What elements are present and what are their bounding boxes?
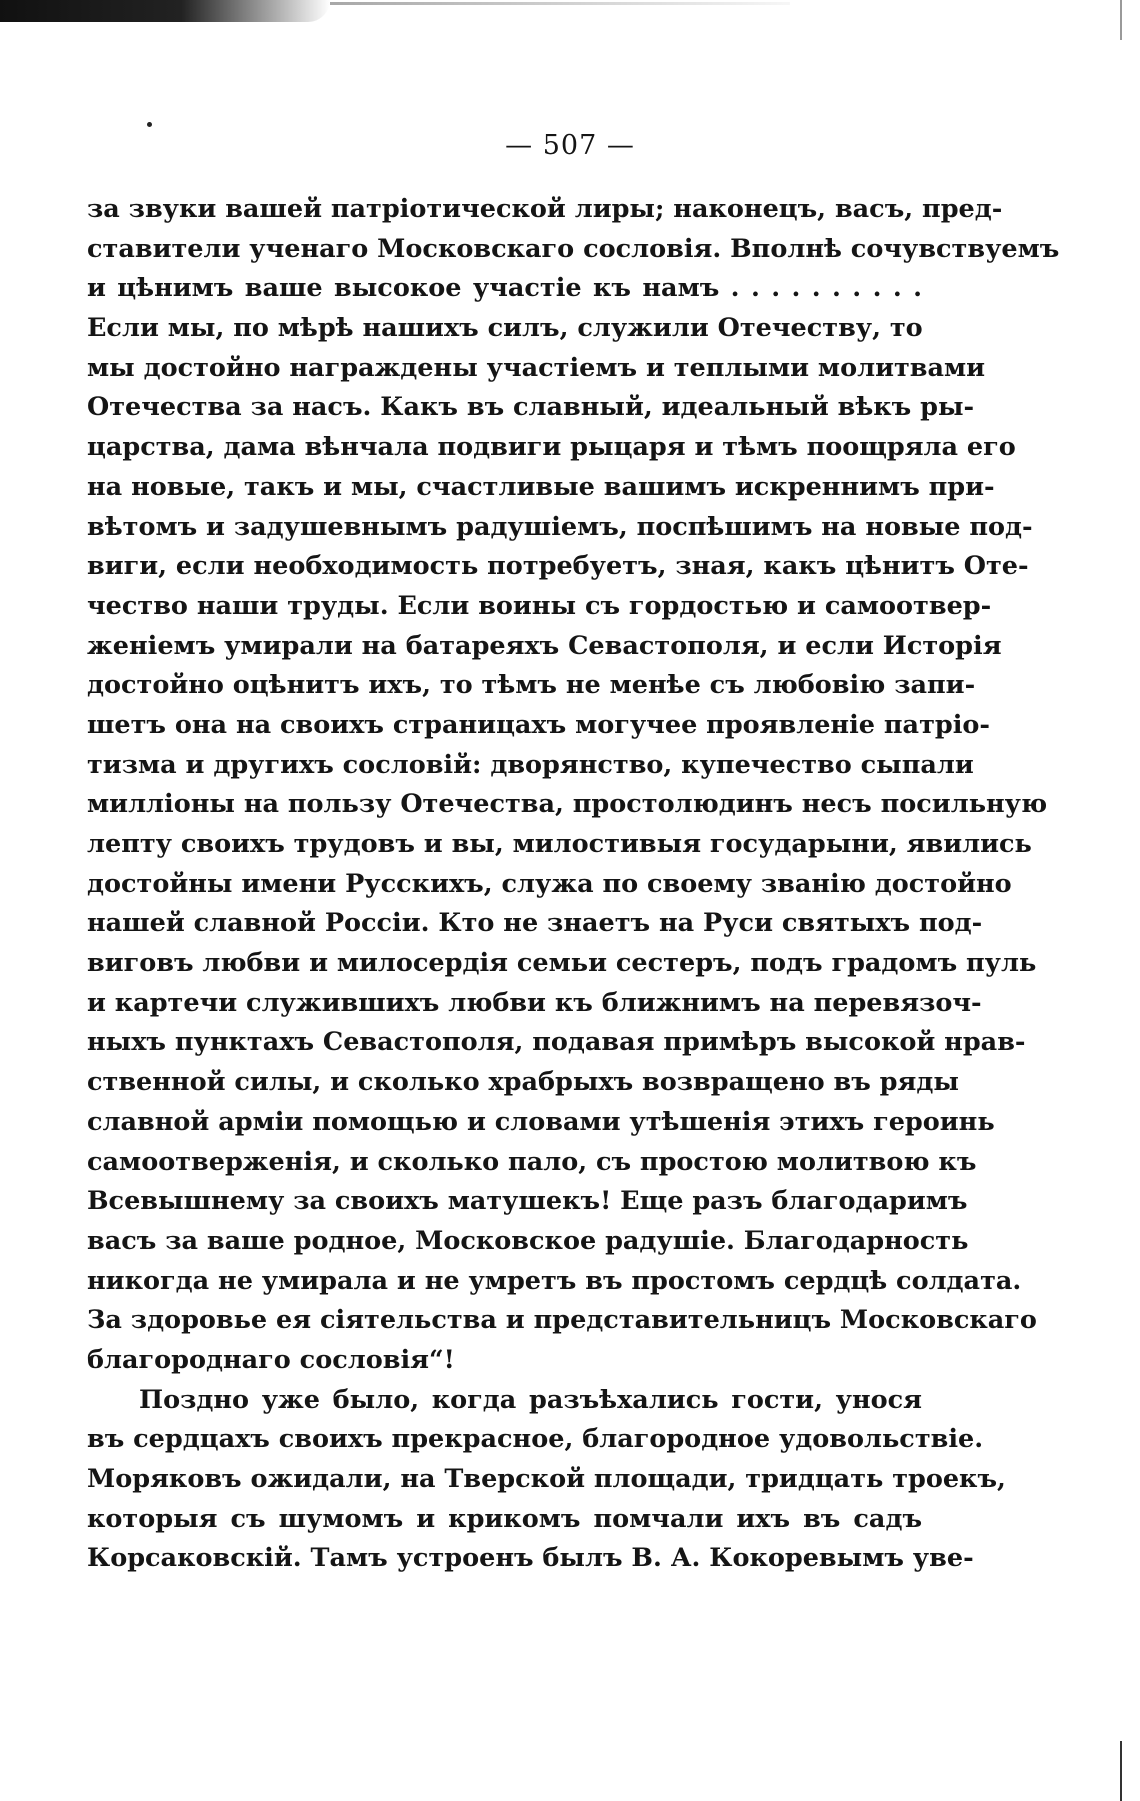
ink-speck — [147, 122, 152, 127]
scan-edge-line-top — [1120, 0, 1122, 40]
text-line: шетъ она на своихъ страницахъ могучее проявленіе патріо- — [87, 709, 990, 740]
text-line: Всевышнему за своихъ матушекъ! Еще разъ благодаримъ — [87, 1186, 968, 1217]
text-line: виговъ любви и милосердія семьи сестеръ, подъ градомъ пуль — [87, 948, 1037, 979]
text-line: Моряковъ ожидали, на Тверской площади, тридцать троекъ, — [87, 1464, 1006, 1494]
text-line: Если мы, по мѣрѣ нашихъ силъ, служили Отечеству, то — [87, 313, 923, 344]
text-line: достойно оцѣнитъ ихъ, то тѣмъ не менѣе съ любовію запи- — [87, 670, 976, 701]
text-line: Отечества за насъ. Какъ въ славный, идеальный вѣкъ ры- — [87, 392, 975, 423]
scan-edge-shadow — [0, 0, 330, 22]
text-line: достойны имени Русскихъ, служа по своему званію достойно — [87, 868, 1012, 899]
text-line: женіемъ умирали на батареяхъ Севастополя, и если Исторія — [87, 630, 1002, 661]
scan-edge-line-bottom — [1120, 1741, 1122, 1801]
text-line: вѣтомъ и задушевнымъ радушіемъ, поспѣшимъ на новые под- — [87, 511, 1033, 542]
text-line: Корсаковскій. Тамъ устроенъ былъ В. А. Кокоревымъ уве- — [87, 1543, 974, 1574]
text-line: которыя съ шумомъ и крикомъ помчали ихъ въ садъ — [87, 1503, 922, 1534]
text-line: благороднаго сословія“! — [87, 1344, 455, 1375]
text-line: въ сердцахъ своихъ прекрасное, благородное удовольствіе. — [87, 1424, 984, 1455]
text-line: лепту своихъ трудовъ и вы, милостивыя государыни, явились — [87, 829, 1032, 859]
text-line: самоотверженія, и сколько пало, съ простою молитвою къ — [87, 1146, 977, 1177]
paragraph-first-line: Поздно уже было, когда разъѣхались гости, унося — [139, 1384, 922, 1415]
text-line: чество наши труды. Если воины съ гордостью и самоотвер- — [87, 590, 992, 621]
text-line: милліоны на пользу Отечества, простолюдинъ несъ посильную — [87, 789, 1048, 820]
text-line: и цѣнимъ ваше высокое участіе къ намъ . . . . . . . . . . — [87, 273, 922, 304]
text-line: и картечи служившихъ любви къ ближнимъ на перевязоч- — [87, 987, 982, 1018]
text-line: славной арміи помощью и словами утѣшенія этихъ героинь — [87, 1106, 995, 1137]
text-line: на новые, такъ и мы, счастливые вашимъ искреннимъ при- — [87, 471, 995, 502]
body-text — [87, 190, 1060, 1579]
text-line: ставители ученаго Московскаго сословія. Вполнѣ сочувствуемъ — [87, 233, 1060, 264]
text-line: мы достойно награждены участіемъ и теплыми молитвами — [87, 352, 986, 383]
page-number: — 507 — — [505, 130, 635, 161]
text-line: виги, если необходимость потребуетъ, зная, какъ цѣнитъ Оте- — [87, 551, 1029, 582]
text-line: за звуки вашей патріотической лиры; наконецъ, васъ, пред- — [87, 194, 1003, 224]
text-line: васъ за ваше родное, Московское радушіе. Благодарность — [87, 1225, 969, 1256]
text-line: никогда не умирала и не умретъ въ простомъ сердцѣ солдата. — [87, 1265, 1022, 1296]
text-line: нашей славной Россіи. Кто не знаетъ на Руси святыхъ под- — [87, 908, 983, 939]
text-line: За здоровье ея сіятельства и представительницъ Московскаго — [87, 1305, 1037, 1336]
text-line: ственной силы, и сколько храбрыхъ возвращено въ ряды — [87, 1067, 959, 1098]
text-line: царства, дама вѣнчала подвиги рыцаря и тѣмъ поощряла его — [87, 432, 1016, 463]
text-line: ныхъ пунктахъ Севастополя, подавая примѣръ высокой нрав- — [87, 1027, 1026, 1058]
text-line: тизма и другихъ сословій: дворянство, купечество сыпали — [87, 749, 974, 780]
